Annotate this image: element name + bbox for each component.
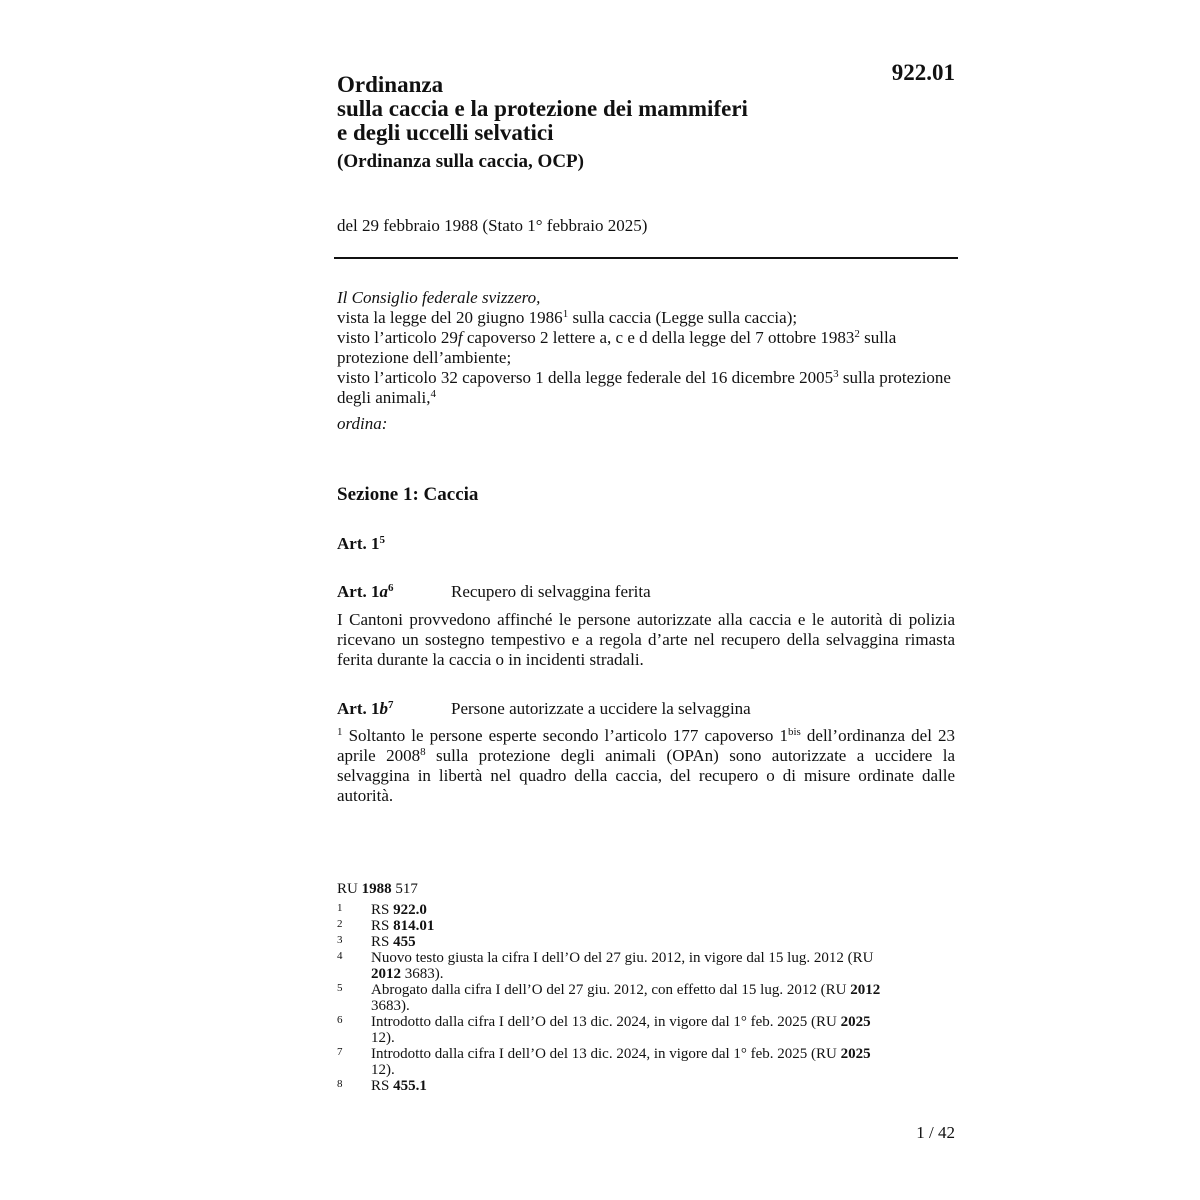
preamble-line: visto l’articolo 32 capoverso 1 della legge federale del 16 dicembre 2005$^3$ sulla protezione degli animali,$^4$ [337, 368, 951, 407]
preamble-line: vista la legge del 20 giugno 1986$^1$ sulla caccia (Legge sulla caccia); [337, 308, 798, 327]
footnote: 1 RS 922.0 [337, 902, 427, 918]
footnote: 6 Introdotto dalla cifra I dell’O del 13 dic. 2024, in vigore dal 1° feb. 2025 (RU 2025 12). [337, 1014, 871, 1046]
title-block [337, 73, 857, 175]
document-date: del 29 febbraio 1988 (Stato 1° febbraio 2025) [337, 216, 648, 235]
article-title: Recupero di selvaggina ferita [451, 582, 651, 601]
footnote-ref[interactable]: 5 [379, 534, 385, 546]
page-number: 1 / 42 [916, 1123, 955, 1142]
ru-reference: RU 1988 517 [337, 881, 418, 897]
footnote-ref[interactable]: 2 [854, 328, 860, 340]
article-text: I Cantoni provvedono affinché le persone autorizzate alla caccia e le autorità di polizia ricevano un sostegno tempestivo e a regola d’arte nel recupero della selvaggina rimasta ferita durante la caccia o in incidenti stradali. [337, 610, 955, 669]
preamble-authority: Il Consiglio federale svizzero, [337, 288, 541, 307]
article-text: $^1$ Soltanto le persone esperte secondo l’articolo 177 capoverso $1^{bis}$ dell’ordinanza del 23 aprile 2008$^8$ sulla protezione degli animali (OPAn) sono autorizzate a uccidere la selvaggina in libertà nel quadro della caccia, del recupero o di misure ordinate dalle autorità. [337, 726, 955, 805]
footnote: 5 Abrogato dalla cifra I dell’O del 27 giu. 2012, con effetto dal 15 lug. 2012 (RU 2012 3683). [337, 982, 881, 1014]
title-line: sulla caccia e la protezione dei mammiferi [337, 96, 748, 121]
preamble [337, 288, 957, 434]
paragraph-number: 1 [337, 726, 343, 738]
header-divider [334, 257, 958, 259]
article-heading: Art. $1a^6$ Recupero di selvaggina ferita [337, 582, 651, 601]
article-heading: Art. $1^5$ [337, 534, 385, 553]
footnote-ref[interactable]: 1 [562, 308, 569, 320]
footnote-ref[interactable]: 4 [430, 388, 436, 400]
footnote: 4 Nuovo testo giusta la cifra I dell’O del 27 giu. 2012, in vigore dal 15 lug. 2012 (RU 2012 3683). [337, 950, 874, 982]
footnote: 2 RS 814.01 [337, 918, 435, 934]
subtitle: (Ordinanza sulla caccia, OCP) [337, 151, 584, 172]
sr-number: 922.01 [891, 60, 955, 85]
footnote-ref[interactable]: 3 [833, 368, 839, 380]
footnote: 7 Introdotto dalla cifra I dell’O del 13 dic. 2024, in vigore dal 1° feb. 2025 (RU 2025 12). [337, 1046, 871, 1078]
article-heading: Art. $1b^7$ Persone autorizzate a uccidere la selvaggina [337, 699, 751, 718]
article-title: Persone autorizzate a uccidere la selvaggina [451, 699, 751, 718]
section-heading: Sezione 1: Caccia [337, 484, 479, 505]
title-line: Ordinanza [337, 72, 444, 97]
footnote-ref[interactable]: 8 [420, 746, 426, 758]
preamble-line: visto l’articolo 29f capoverso 2 lettere a, c e d della legge del 7 ottobre 1983$^2$ sulla protezione dell’ambiente; [337, 328, 897, 367]
footnotes [337, 902, 897, 1094]
footnote: 3 RS 455 [337, 934, 416, 950]
title-line: e degli uccelli selvatici [337, 120, 554, 145]
preamble-ordina: ordina: [337, 414, 388, 433]
footnote: 8 RS 455.1 [337, 1078, 427, 1094]
footnote-ref[interactable]: 6 [387, 582, 394, 594]
footnote-ref[interactable]: 7 [387, 699, 394, 711]
